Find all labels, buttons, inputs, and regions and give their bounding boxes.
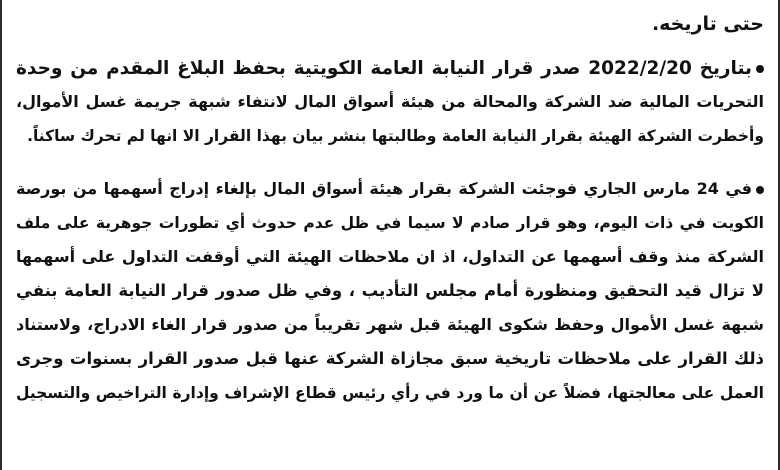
text-line-9 xyxy=(16,309,764,341)
line-text: التحريات المالية ضد الشركة والمحالة من هيئة أسواق المال لانتفاء شبهة جريمة غسل الأموال، xyxy=(16,92,764,111)
text-line-6 xyxy=(16,207,764,239)
text-line-10 xyxy=(16,343,764,375)
text-line-2 xyxy=(16,53,764,85)
line-text: بتاريخ 2022/2/20 صدر قرار النيابة العامة الكويتية بحفظ البلاغ المقدم من وحدة xyxy=(16,58,752,79)
text-line-11 xyxy=(16,377,764,409)
line-text: وأخطرت الشركة الهيئة بقرار النيابة العامة وطالبتها بنشر بيان بهذا القرار الا انها لم تحرك ساكناً. xyxy=(27,127,764,145)
bullet-icon xyxy=(756,186,764,194)
text-line-8 xyxy=(16,275,764,307)
bullet-icon xyxy=(756,65,764,73)
line-text: لا تزال قيد التحقيق ومنظورة أمام مجلس التأديب ، وفي ظل صدور قرار النيابة العامة بنفي xyxy=(16,281,764,300)
text-line-3 xyxy=(16,86,764,118)
line-text: شبهة غسل الأموال وحفظ شكوى الهيئة قبل شهر تقريباً من صدور قرار الغاء الادراج، ولاستناد xyxy=(16,315,764,334)
line-text: الشركة منذ وقف أسهمها عن التداول، اذ ان ملاحظات الهيئة التي أوقفت التداول على أسهمها xyxy=(16,247,764,266)
line-text: حتى تاريخه. xyxy=(651,13,764,35)
line-text: في 24 مارس الجاري فوجئت الشركة بقرار هيئة أسواق المال بإلغاء إدراج أسهمها من بورصة xyxy=(16,179,753,198)
text-line-1 xyxy=(16,8,764,40)
line-text: الكويت في ذات اليوم، وهو قرار صادم لا سيما في ظل عدم حدوث أي تطورات جوهرية على ملف xyxy=(16,214,764,232)
text-line-7 xyxy=(16,241,764,273)
text-line-4 xyxy=(16,120,764,152)
line-text: العمل على معالجتها، فضلاً عن أن ما ورد في رأي رئيس قطاع الإشراف وإدارة التراخيص والتسجيل xyxy=(16,384,764,402)
line-text: ذلك القرار على ملاحظات تاريخية سبق مجازاة الشركة عنها قبل صدور القرار بسنوات وجرى xyxy=(16,349,764,368)
text-line-5 xyxy=(16,173,764,205)
